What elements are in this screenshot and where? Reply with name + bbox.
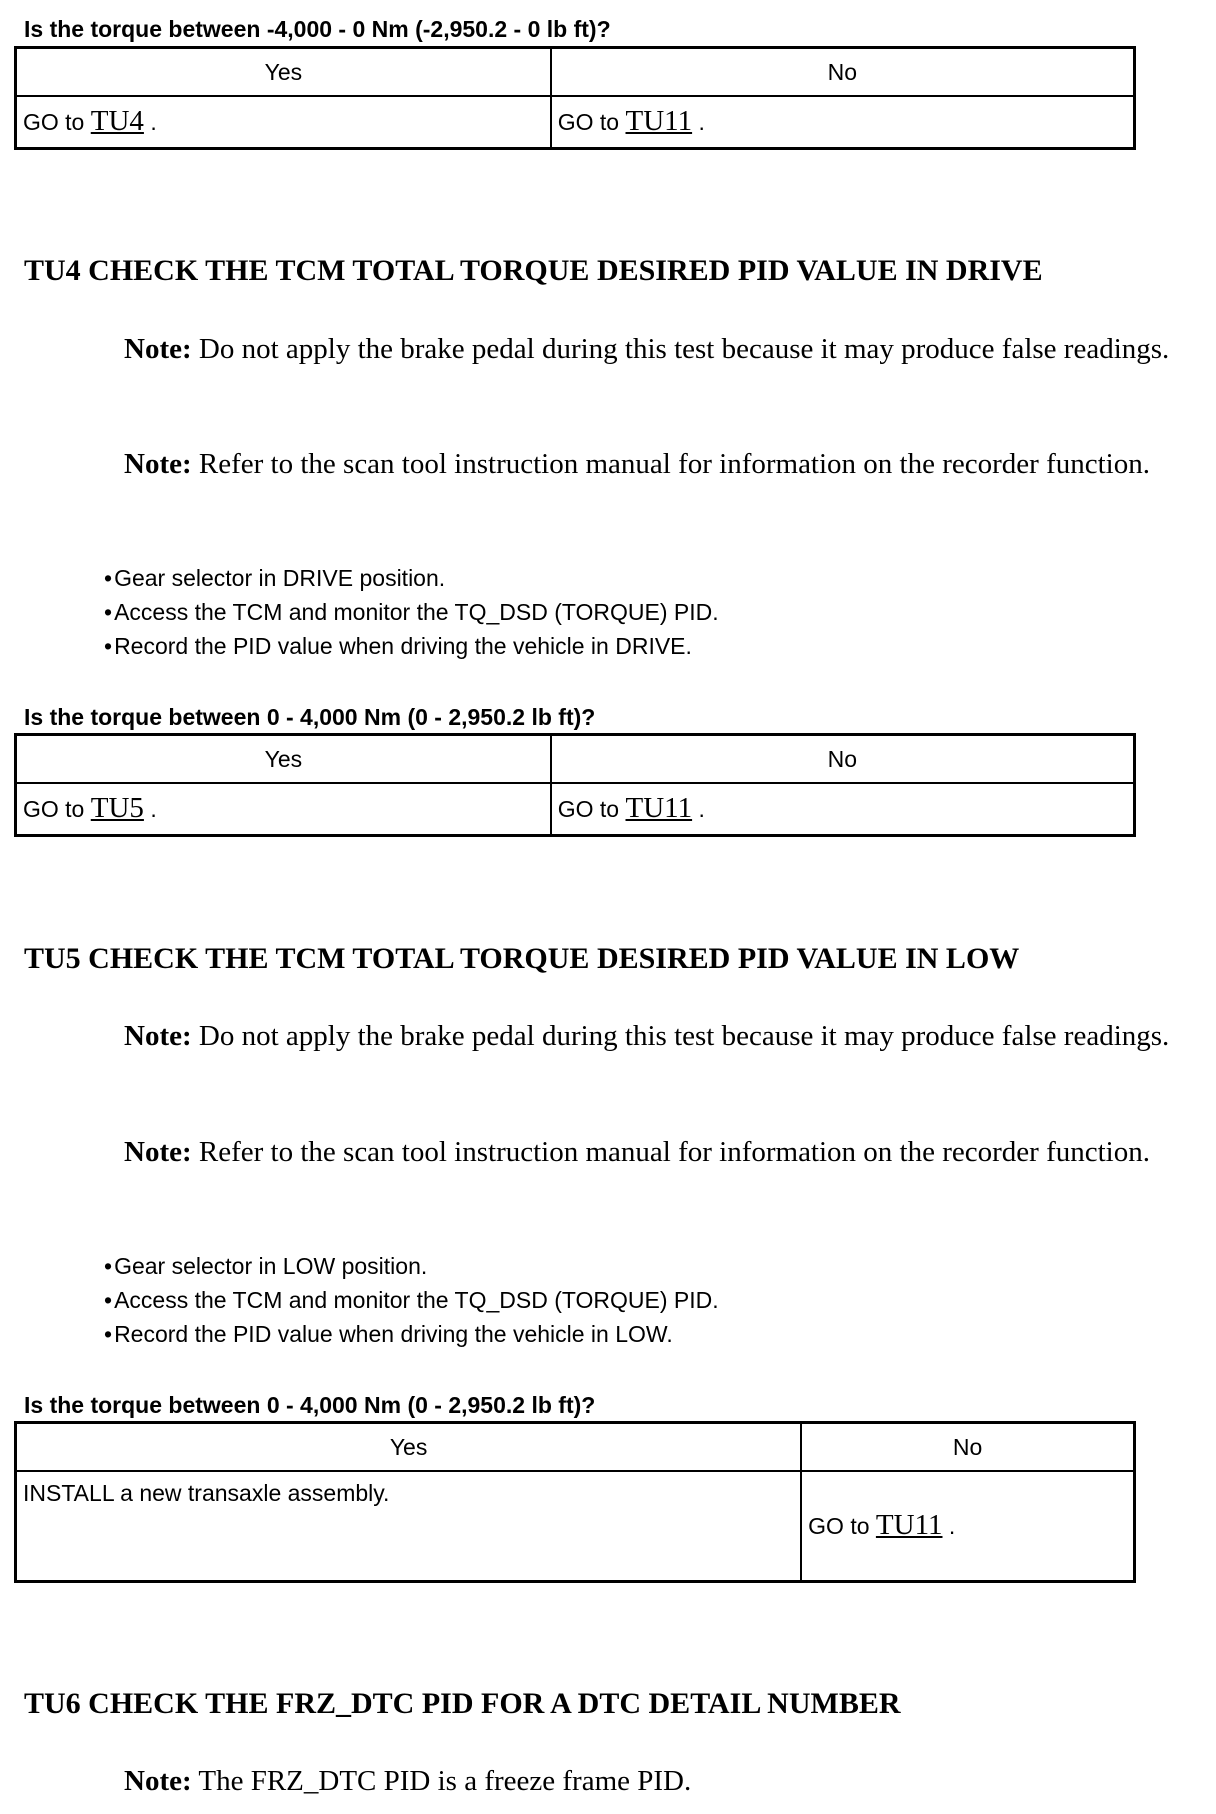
note-text: Refer to the scan tool instruction manual for information on the recorder function. <box>191 1136 1150 1168</box>
decision-table-1 <box>14 46 1136 150</box>
no-header: No <box>801 1423 1134 1472</box>
note-label: Note: <box>124 1136 192 1168</box>
note-text: The FRZ_DTC PID is a freeze frame PID. <box>191 1765 692 1797</box>
yes-header: Yes <box>16 735 551 784</box>
link-tu4[interactable]: TU4 <box>90 105 144 138</box>
period: . <box>150 796 157 823</box>
list-item: • Gear selector in DRIVE position. <box>104 561 719 595</box>
goto-text: GO to <box>23 796 85 823</box>
no-header: No <box>551 735 1135 784</box>
tu4-heading: TU4 CHECK THE TCM TOTAL TORQUE DESIRED PID VALUE IN DRIVE <box>24 254 1043 287</box>
note-text: Refer to the scan tool instruction manual for information on the recorder function. <box>191 448 1150 480</box>
link-tu11[interactable]: TU11 <box>625 105 693 138</box>
yes-cell <box>16 783 551 835</box>
question-2: Is the torque between 0 - 4,000 Nm (0 - 2,950.2 lb ft)? <box>24 704 596 730</box>
tu5-bullets <box>104 1249 719 1351</box>
list-item: • Access the TCM and monitor the TQ_DSD (TORQUE) PID. <box>104 595 719 629</box>
yes-cell: INSTALL a new transaxle assembly. <box>16 1471 802 1581</box>
period: . <box>698 109 705 136</box>
list-item: • Record the PID value when driving the vehicle in LOW. <box>104 1317 719 1351</box>
no-cell <box>801 1471 1134 1581</box>
tu5-note-1 <box>124 1017 1204 1055</box>
note-label: Note: <box>124 448 192 480</box>
goto-text: GO to <box>557 109 620 136</box>
no-cell <box>551 783 1135 835</box>
goto-text: GO to <box>23 109 85 136</box>
yes-cell <box>16 96 551 148</box>
tu4-note-1 <box>124 330 1204 368</box>
no-cell <box>551 96 1135 148</box>
goto-text: GO to <box>557 796 620 823</box>
link-tu11[interactable]: TU11 <box>625 792 693 825</box>
decision-table-2 <box>14 733 1136 837</box>
list-item: • Gear selector in LOW position. <box>104 1249 719 1283</box>
question-3: Is the torque between 0 - 4,000 Nm (0 - 2,950.2 lb ft)? <box>24 1392 596 1418</box>
yes-header: Yes <box>16 1423 802 1472</box>
note-label: Note: <box>124 1020 192 1052</box>
link-tu11[interactable]: TU11 <box>875 1509 943 1542</box>
tu5-note-2 <box>124 1133 1204 1171</box>
period: . <box>698 796 705 823</box>
yes-header: Yes <box>16 48 551 97</box>
period: . <box>150 109 157 136</box>
link-tu5[interactable]: TU5 <box>90 792 144 825</box>
list-item: • Access the TCM and monitor the TQ_DSD (TORQUE) PID. <box>104 1283 719 1317</box>
tu4-bullets <box>104 561 719 663</box>
tu6-heading: TU6 CHECK THE FRZ_DTC PID FOR A DTC DETAIL NUMBER <box>24 1687 901 1720</box>
goto-text: GO to <box>808 1513 870 1540</box>
decision-table-3 <box>14 1421 1136 1583</box>
list-item: • Record the PID value when driving the vehicle in DRIVE. <box>104 629 719 663</box>
period: . <box>948 1513 956 1540</box>
note-text: Do not apply the brake pedal during this test because it may produce false readings. <box>191 1020 1170 1052</box>
tu6-note-1 <box>124 1762 1204 1800</box>
note-label: Note: <box>124 333 192 365</box>
note-label: Note: <box>124 1765 192 1797</box>
tu4-note-2 <box>124 445 1204 483</box>
note-text: Do not apply the brake pedal during this test because it may produce false readings. <box>191 333 1170 365</box>
question-1: Is the torque between -4,000 - 0 Nm (-2,950.2 - 0 lb ft)? <box>24 16 611 42</box>
tu5-heading: TU5 CHECK THE TCM TOTAL TORQUE DESIRED PID VALUE IN LOW <box>24 942 1020 975</box>
no-header: No <box>551 48 1135 97</box>
